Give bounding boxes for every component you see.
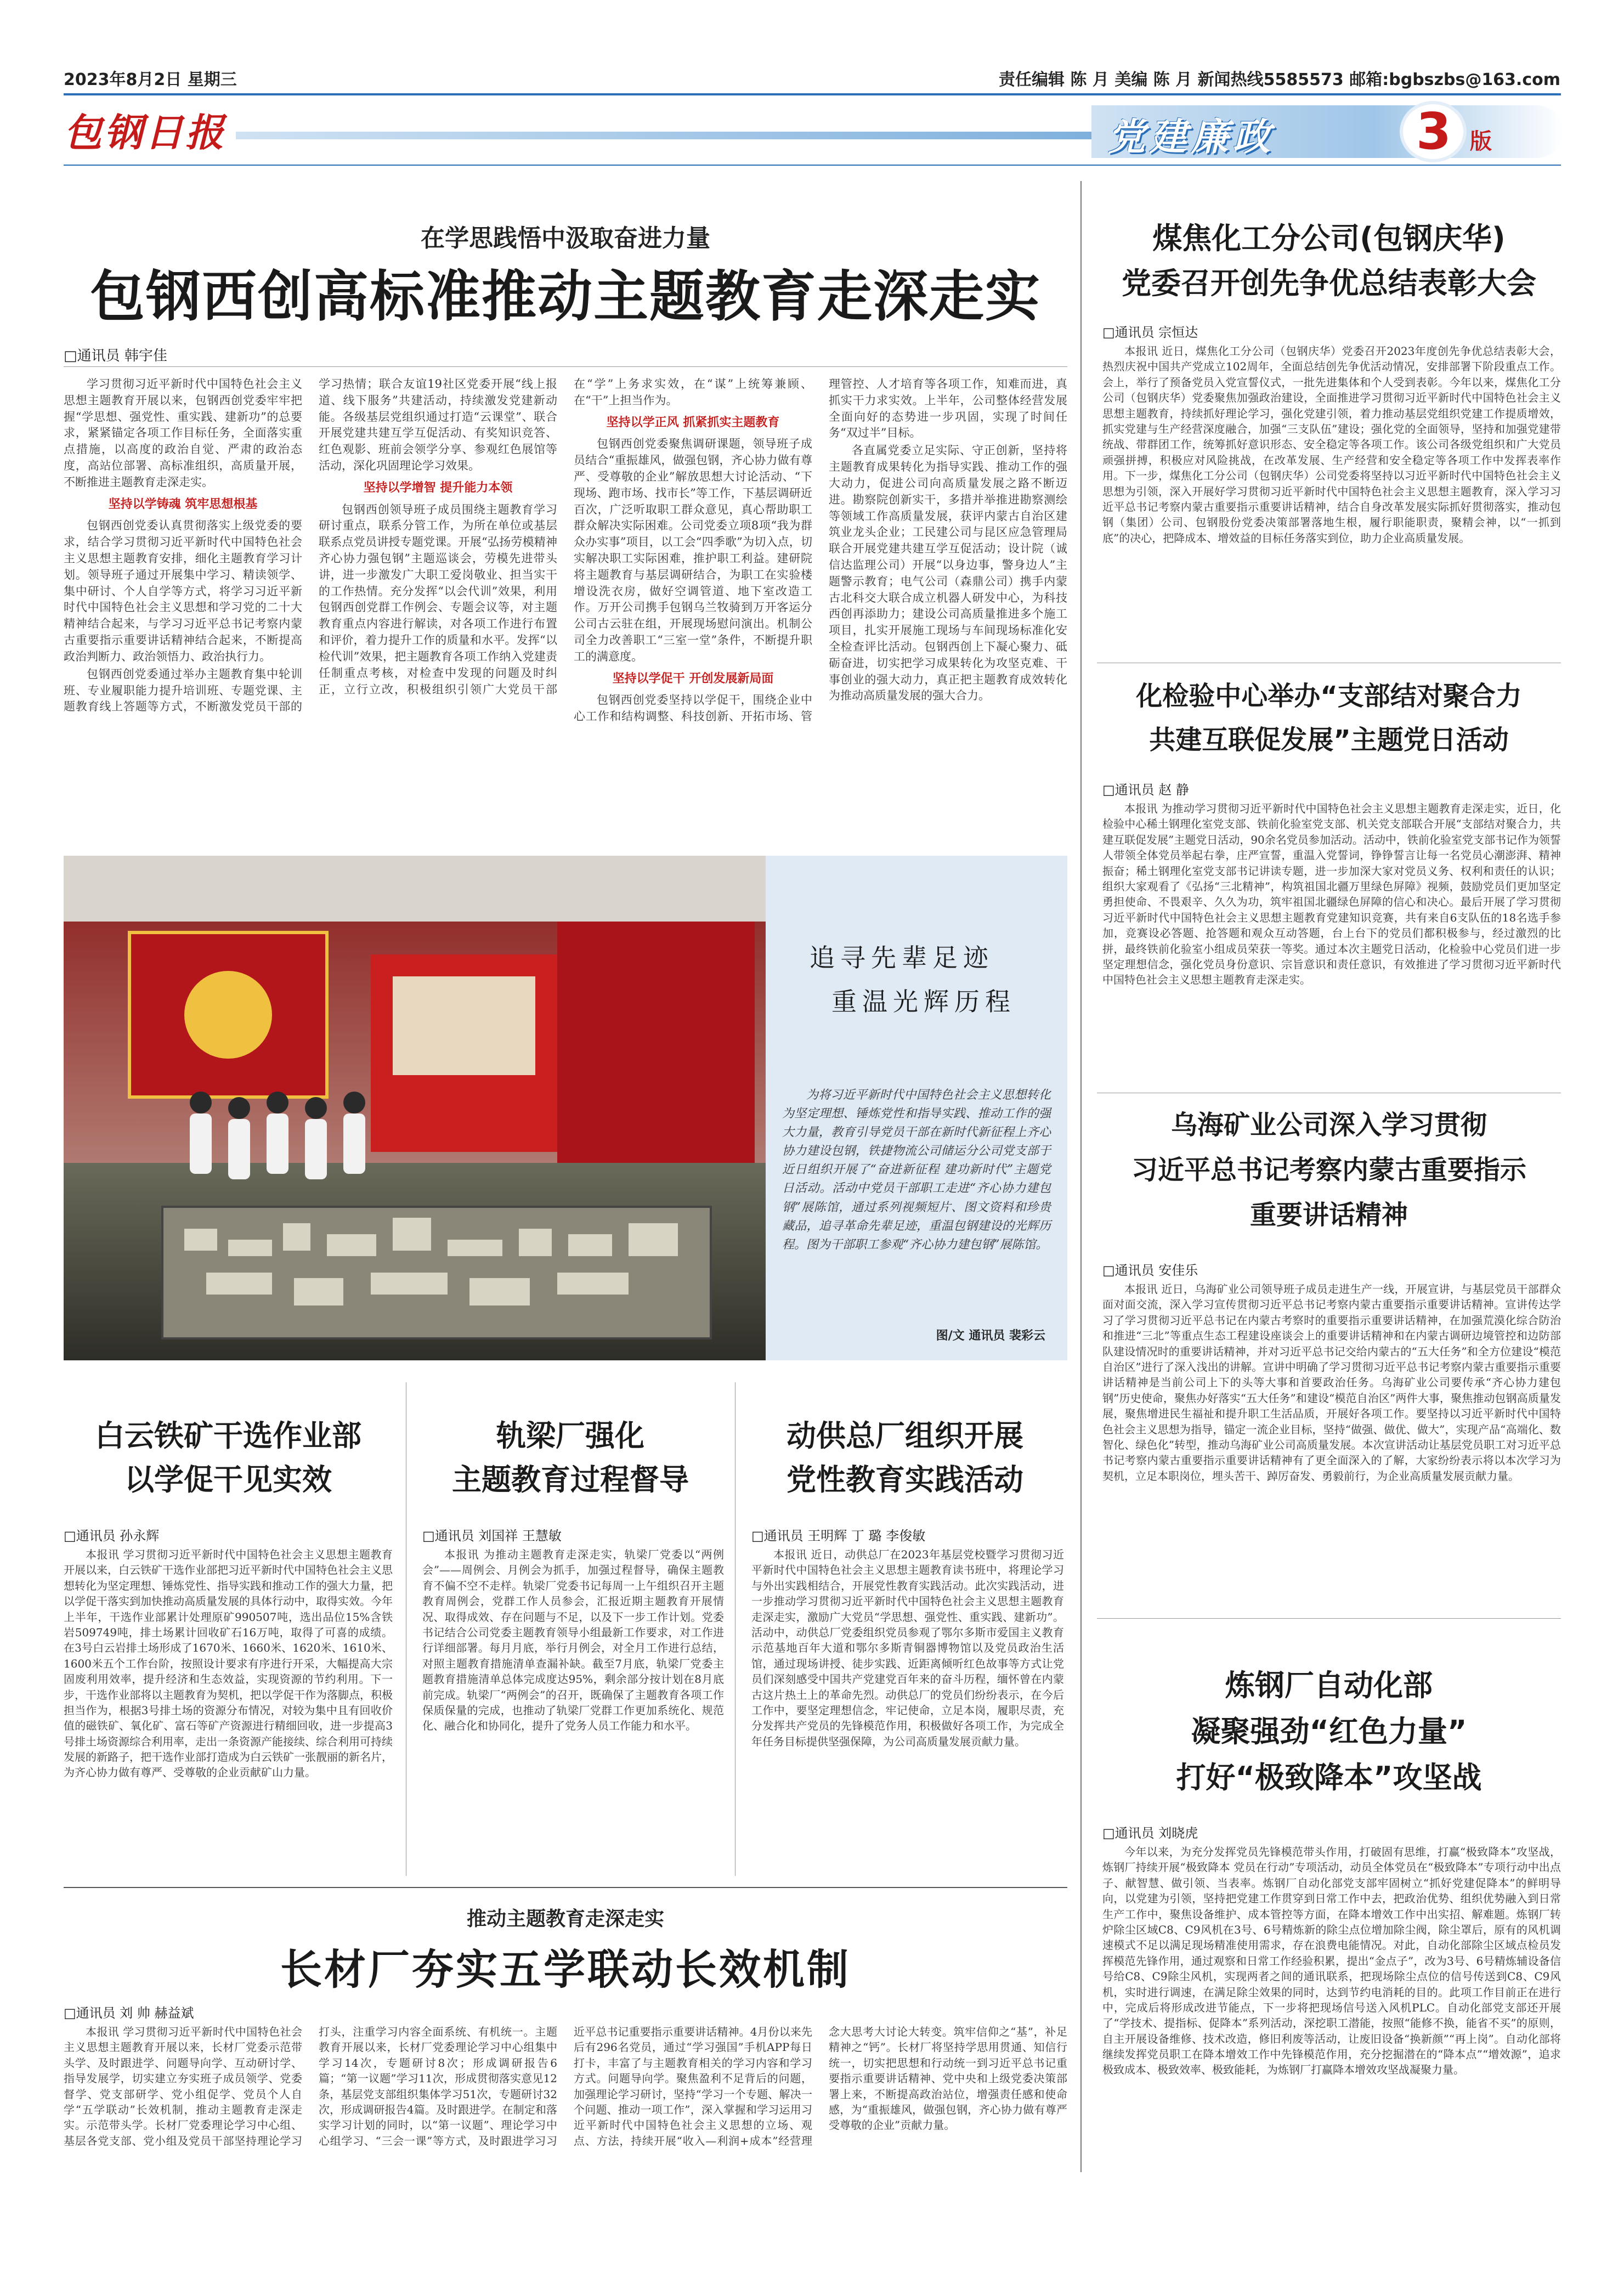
main-p1: 学习贯彻习近平新时代中国特色社会主义思想主题教育开展以来，包钢西创党委牢牢把握“学思想、强党性、重实践、建新功”的总要求，紧紧锚定各项工作目标任务，全面落实重点措施，以高度的政治自觉、严肃的政治态度，高站位部署、高标准组织，高质量开展，不断推进主题教育走深走实。: [64, 377, 302, 489]
a3-title-2: 习近平总书记考察内蒙古重要指示: [1131, 1155, 1526, 1185]
b4-text: 本报讯 学习贯彻习近平新时代中国特色社会主义思想主题教育开展以来，长材厂党委示范带头学、及时跟进学、问题导向学、互动研讨学、指导发展学，切实建立夯实班子成员领学、党委督学、党支部研学、党小组促学、党员个人自学“五学联动”长效机制，推动主题教育走深走实。示范带头学。长材厂党委理论学习中心组、基层各党支部、党小组及党员干部坚持理论学习打头，注重学习内容全面系统、有机统一。主题教育开展以来，长材厂党委理论学习中心组集中学习14次，专题研讨8次；形成调研报告6篇；“第一议题”学习11次，形成贯彻落实意见12条，基层党支部组织集体学习51次，专题研讨32次，形成调研报告4篇。及时跟进学。在制定和落实学习计划的同时，以“第一议题”、理论学习中心组学习、“三会一课”等方式，及时跟进学习习近平总书记重要指示重要讲话精神。4月份以来先后有296名党员，通过“学习强国”手机APP每日打卡，丰富了与主题教育相关的学习内容和学习方式。问题导向学。聚焦盈利不足背后的问题，加强理论学习研讨，坚持“学习一个专题、解决一个问题、推动一项工作”，深入掌握和学习运用习近平新时代中国特色社会主义思想的立场、观点、方法，持续开展“收入—利润+成本”经营理念大思考大讨论大转变。筑牢信仰之“基”，补足精神之“钙”。长材厂将坚持学思用贯通、知信行统一，切实把思想和行动统一到习近平总书记重要指示重要讲话精神、党中央和上级党委决策部署上来，不断提高政治站位，增强责任感和使命感，为“重振雄风，做强包钢，齐心协力做有尊严受尊敬的企业”贡献力量。: [64, 2025, 1067, 2147]
a1-text: 本报讯 近日，煤焦化工分公司（包钢庆华）党委召开2023年度创先争优总结表彰大会，热烈庆祝中国共产党成立102周年，全面总结创先争优活动情况，安排部署下阶段重点工作。会上，举行了预备党员入党宣誓仪式，一批先进集体和个人受到表彰。今年以来，煤焦化工分公司（包钢庆华）党委聚焦加强政治建设，全面推进学习贯彻习近平新时代中国特色社会主义思想主题教育，持续抓好理论学习，强化党建引领，着力推动基层党组织党建工作提质增效，抓实党建与生产经营深度融合，加强“三支队伍”建设；强化党的全面领导，坚持和加强党建带统战、带群团工作，统筹抓好意识形态、安全稳定等各项工作。该公司各级党组织和广大党员顽强拼搏，积极应对风险挑战，在改革发展、生产经营和安全稳定等各项工作中发挥表率作用。下一步，煤焦化工分公司（包钢庆华）公司党委将坚持以习近平新时代中国特色社会主义思想为引领，深入开展好学习贯彻习近平新时代中国特色社会主义思想主题教育，深入学习习近平总书记考察内蒙古重要指示重要讲话精神，结合自身改革发展实际抓好贯彻落实，推动包钢（集团）公司、包钢股份党委决策部署落地生根，履行职能职责，聚精会神，以“一抓到底”的决心，把降成本、增效益的目标任务落实到位，助力企业高质量发展。: [1102, 344, 1561, 545]
b3-title-1: 动供总厂组织开展: [786, 1418, 1023, 1453]
b3-body: [751, 1547, 1064, 1876]
main-sub4: 坚持以学促干 开创发展新局面: [612, 671, 774, 686]
a1-body: [1102, 343, 1561, 656]
photo-feature: [64, 856, 1067, 1360]
main-body: [64, 376, 1067, 793]
b1-body: [64, 1547, 393, 1876]
a3-title-3: 重要讲话精神: [1249, 1200, 1408, 1230]
main-p2: 包钢西创党委认真贯彻落实上级党委的要求，结合学习贯彻习近平新时代中国特色社会主义思想主题教育安排，细化主题教育学习计划。领导班子通过开展集中学习、精读领学、集中研讨、个人自学等方式，将学习习近平新时代中国特色社会主义思想和学习党的二十大精神结合起来，与学习习近平总书记考察内蒙古重要指示重要讲话精神结合起来，不断提高政治判断力、政治领悟力、政治执行力。: [64, 519, 302, 663]
a3-title-1: 乌海矿业公司深入学习贯彻: [1170, 1110, 1487, 1140]
b1-byline: □通讯员 孙永辉: [64, 1528, 160, 1544]
b3-text: 本报讯 近日，动供总厂在2023年基层党校暨学习贯彻习近平新时代中国特色社会主义思想主题教育读书班中，将理论学习与外出实践相结合，开展党性教育实践活动。此次实践活动，进一步推动学习贯彻习近平新时代中国特色社会主义思想主题教育走深走实，激励广大党员“学思想、强党性、重实践、建新功”。活动中，动供总厂党委组织党员参观了鄂尔多斯市爱国主义教育示范基地百年大道和鄂尔多斯青铜器博物馆以及党员政治生活馆，通过现场讲授、徒步实践、近距离倾听红色故事等方式让党员们深刻感受中国共产党建党百年来的奋斗历程，缅怀曾在内蒙古这片热土上的革命先烈。动供总厂的党员们纷纷表示，在今后工作中，要坚定理想信念，牢记使命，立足本岗，履职尽责，充分发挥共产党员的先锋模范作用，积极做好各项工作，为完成全年任务目标提供坚强保障，为公司高质量发展贡献力量。: [751, 1548, 1064, 1748]
a2-body: [1102, 801, 1561, 1086]
b1-text: 本报讯 学习贯彻习近平新时代中国特色社会主义思想主题教育开展以来，白云铁矿干选作业部把习近平新时代中国特色社会主义思想转化为坚定理想、锤炼党性、指导实践和推动工作的强大力量，把以学促干落实到加快推动高质量发展的具体行动中，取得实效。今年上半年，干选作业部累计处理原矿990507吨，选出品位15%含铁岩509749吨，排土场累计回收矿石16万吨，取得了可喜的成绩。在3号白云岩排土场形成了1670米、1660米、1620米、1610米、1600米五个工作台阶，按照设计要求有序进行开采，大幅提高大宗固废利用效率，提升经济和生态效益，实现资源的节约利用。下一步，干选作业部将以主题教育为契机，把以学促干作为落脚点，积极担当作为，根据3号排土场的资源分布情况，对较为集中且有回收价值的磁铁矿、氧化矿、富石等矿产资源进行精细回收，进一步提高3号排土场资源综合利用率，走出一条资源产能接续、综合利用可持续发展的新路子，把干选作业部打造成为白云铁矿一张靓丽的新名片，为齐心协力做有尊严、受尊敬的企业贡献矿山力量。: [64, 1548, 393, 1779]
a1-byline: □通讯员 宗恒达: [1102, 325, 1198, 340]
a4-title-1: 炼钢厂自动化部: [1225, 1668, 1433, 1703]
main-p6: 包钢西创党委坚持以学促干，围绕企业中心工作和结构调整、科技创新、开拓市场、管理管控、人才培育等各项工作，知难而进，真抓实干力求实效。上半年，公司整体经营发展全面向好的态势进一步巩固，实现了时间任务“双过半”目标。: [574, 377, 1067, 724]
b1-title-1: 白云铁矿干选作业部: [95, 1418, 361, 1453]
photo-slogan-2: 重温光辉历程: [831, 987, 1016, 1016]
main-byline-rule: [64, 366, 1067, 367]
a1-title-2: 党委召开创先争优总结表彰大会: [1122, 266, 1536, 301]
b4-byline: □通讯员 刘 帅 赫益斌: [64, 2005, 194, 2021]
main-kicker: 在学思践悟中汲取奋进力量: [421, 224, 710, 252]
a3-text: 本报讯 近日，乌海矿业公司领导班子成员走进生产一线，开展宣讲，与基层党员干部群众面对面交流，深入学习宣传贯彻习近平总书记考察内蒙古重要指示重要讲话精神。宣讲传达学习了学习贯彻习近平总书记在内蒙古考察时的重要指示重要讲话精神，在加强荒漠化综合防治和推进“三北”等重点生态工程建设座谈会上的重要讲话精神和在内蒙古调研边境管控和边防部队建设情况时的重要讲话精神，并对习近平总书记交给内蒙古的“五大任务”和全方位建设“模范自治区”进行了深入浅出的讲解。宣讲中明确了学习贯彻习近平总书记考察内蒙古重要指示重要讲话精神是当前公司上下的头等大事和首要政治任务。乌海矿业公司要传承“齐心协力建包钢”历史使命，聚焦办好落实“五大任务”和建设“模范自治区”两件大事，聚焦推动包钢高质量发展，聚焦增进民生福祉和提升职工生活品质，开展好各项工作。要坚持以习近平新时代中国特色社会主义思想为指导，锚定一流企业目标，坚持“做强、做优、做大”，实现产品“高端化、数智化、绿色化”转型，推动乌海矿业公司高质量发展。本次宣讲活动让基层党员职工对习近平总书记考察内蒙古重要指示重要讲话精神有了更全面深入的了解，大家纷纷表示将以本次学习为契机，立足本职岗位，埋头苦干、踔厉奋发、勇毅前行，为企业高质量发展贡献力量。: [1102, 1282, 1561, 1483]
b2-text: 本报讯 为推动主题教育走深走实，轨梁厂党委以“两例会”——周例会、月例会为抓手，加强过程督导，确保主题教育不偏不空不走样。轨梁厂党委书记每周一上午组织召开主题教育周例会，党群工作人员参会，汇报近期主题教育开展情况、取得成效、存在问题与不足，以及下一步工作计划。党委书记结合公司党委主题教育领导小组最新工作要求，对工作进行详细部署。每月月底，举行月例会，对全月工作进行总结，对照主题教育措施清单查漏补缺。截至7月底，轨梁厂党委主题教育措施清单总体完成度达95%，剩余部分按计划在8月底前完成。轨梁厂“两例会”的召开，既确保了主题教育各项工作保质保量的完成，也推动了轨梁厂党群工作更加系统化、规范化、融合化和协同化，提升了党务人员工作能力和水平。: [422, 1548, 724, 1733]
header-date: 2023年8月2日 星期三: [64, 70, 237, 89]
photo-credit: 图/文 通讯员 裴彩云: [936, 1329, 1045, 1343]
main-p5: 包钢西创党委聚焦调研课题，领导班子成员结合“重振雄风，做强包钢，齐心协力做有尊严、受尊敬的企业”解放思想大讨论活动、“下现场、跑市场、找市长”等工作，下基层调研近百次，广泛听取职工群众意见，真心帮助职工群众解决实际困难。公司党委立项8项“我为群众办实事”项目，以工会“四季歌”为切入点，切实解决职工实际困难，推护职工利益。建研院将主题教育与基层调研结合，为职工在实验楼增设洗衣房，做好空调管道、地下室改造工作。万开公司携手包钢乌兰牧骑到万开客运分公司古云驻在组，开展现场慰问演出。机制公司全力改善职工“三室一堂”条件，不断提升职工的满意度。: [574, 437, 812, 663]
main-p7: 各直属党委立足实际、守正创新，坚持将主题教育成果转化为指导实践、推动工作的强大动力，促进公司向高质量发展之路不断迈进。勘察院创新实干，多措并举推进勘察测绘等领域工作高质量发展，获评内蒙古自治区建筑业龙头企业；工民建公司与昆区应急管理局联合开展党建共建互学互促活动；设计院（诚信达监理公司）开展“以身边事，警身边人”主题警示教育；电气公司（森鼎公司）携手内蒙古北科交大联合成立机器人研发中心，为科技西创再添助力；建设公司高质量推进多个施工项目，扎实开展施工现场与车间现场标准化安全检查评比活动。包钢西创上下凝心聚力、砥砺奋进，切实把学习成果转化为攻坚克难、干事创业的强大动力，真正把主题教育成效转化为推动高质量发展的强大合力。: [829, 444, 1067, 703]
b2-title-2: 主题教育过程督导: [452, 1462, 689, 1497]
main-sub3: 坚持以学正风 抓紧抓实主题教育: [606, 415, 780, 429]
a1-title-1: 煤焦化工分公司(包钢庆华): [1152, 221, 1506, 256]
b4-kicker: 推动主题教育走深走实: [466, 1908, 664, 1930]
a4-text: 今年以来，为充分发挥党员先锋模范带头作用，打破固有思维，打赢“极致降本”攻坚战，炼钢厂持续开展“极致降本 党员在行动”专项活动，动员全体党员在“极致降本”专项行动中出点子、献智慧、做引领、当表率。炼钢厂自动化部党支部牢固树立“抓好党建促降本”的鲜明导向，以党建为引领，坚持把党建工作贯穿到日常工作中去，把政治优势、组织优势融入到日常生产工作中，聚焦设备维护、成本管控等方面，在降本增效工作中出实招、解难题。炼钢厂转炉除尘区域C8、C9风机在3号、6号精炼新的除尘点位增加除尘阀，除尘罩后，原有的风机调速模式不足以满足现场精准使用需求，存在浪费电能情况。对此，自动化部除尘区域点检员发挥模范先锋作用，通过观察和日常工作经验积累，提出“金点子”，改为3号、6号精炼辅设备信号给C8、C9除尘风机，实现两者之间的通讯联系，把现场除尘点位的信号传送到C8、C9风机，实时进行调速，在满足除尘效果的同时，达到节约电消耗的目的。此项工作目前正在进行中，完成后将形成改进节能点，下一步将把现场信号送入风机PLC。自动化部党支部还开展了“学技术、提指标、促降本”系列活动，深挖职工潜能，按照“能修不换，能省不买”的原则，自主开展设备维修、技术改造，修旧利废等活动，让废旧设备“换新颜”“再上岗”。自动化部将继续发挥党员职工在降本增效工作中先锋模范作用，充分挖掘潜在的“降本点”“增效源”，追求极致成本、极致效率、极致能耗，为炼钢厂打赢降本增效攻坚战凝聚力量。: [1102, 1845, 1561, 2077]
a4-body: [1102, 1844, 1561, 2195]
page-unit: 版: [1470, 129, 1492, 154]
a2-byline: □通讯员 赵 静: [1102, 782, 1189, 798]
section-title: 党建廉政: [1108, 116, 1275, 159]
main-title: 包钢西创高标准推动主题教育走深走实: [90, 264, 1041, 329]
photo-slogan-1: 追寻先辈足迹: [810, 943, 994, 973]
a4-title-3: 打好“极致降本”攻坚战: [1176, 1760, 1482, 1795]
b4-body: [64, 2024, 1067, 2189]
a3-byline: □通讯员 安佳乐: [1102, 1263, 1198, 1278]
masthead-title: 包钢日报: [64, 109, 226, 155]
a2-title-2: 共建互联促发展”主题党日活动: [1149, 725, 1509, 755]
main-sub1: 坚持以学铸魂 筑牢思想根基: [108, 497, 258, 511]
main-p3: 包钢西创党委通过举办主题教育集中轮训班、专业履职能力提升培训班、专题党课、主题教育线上答题等方式，不断激发党员干部的学习热情；联合友谊19社区党委开展“线上报道、线下服务”共建活动，持续激发党建新动能。各级基层党组织通过打造“云课堂”、联合开展党建共建互学互促活动、有奖知识竞答、红色观影、班前会领学分享、参观红色展馆等活动，深化巩固理论学习效果。: [64, 377, 557, 714]
masthead-logo: [64, 104, 226, 155]
a2-text: 本报讯 为推动学习贯彻习近平新时代中国特色社会主义思想主题教育走深走实，近日，化检验中心稀土钢理化室党支部、铁前化验室党支部、机关党支部联合开展“支部结对聚合力，共建互联促发展”主题党日活动，90余名党员参加活动。活动中，铁前化验室党支部书记作为领誓人带领全体党员举起右拳，庄严宣誓，重温入党誓词，铮铮誓言让每一名党员心潮澎湃、精神振奋；稀土钢理化室党支部书记讲读专题，进一步加深大家对党员义务、权利和责任的认识；组织大家观看了《弘扬“三北精神”，构筑祖国北疆万里绿色屏障》视频，鼓励党员们更加坚定勇担使命、不畏艰辛、久久为功，筑牢祖国北疆绿色屏障的信心和决心。最后开展了学习贯彻习近平新时代中国特色社会主义思想主题教育党建知识竞赛，共有来自6支队伍的18名选手参加，竞赛设必答题、抢答题和观众互动答题，台上台下的党员们都积极参与，经过激烈的比拼，最终铁前化验室小组成员荣获一等奖。通过本次主题党日活动，化检验中心党员们进一步坚定理想信念，强化党员身份意识、宗旨意识和责任意识，有效推进了学习贯彻习近平新时代中国特色社会主义思想主题教育走深走实。: [1102, 802, 1561, 987]
b2-title-1: 轨梁厂强化: [496, 1418, 644, 1453]
main-p4: 包钢西创领导班子成员围绕主题教育学习研讨重点，联系分管工作，为所在单位或基层联系点党员讲授专题党课。开展“弘扬劳模精神 齐心协力强包钢”主题巡谈会，劳模先进带头讲，进一步激发广大职工爱岗敬业、担当实干的工作热情。充分发挥“以会代训”效果，利用包钢西创党群工作例会、专题会议等，对主题教育重点内容进行解读，对各项工作进行布置和评价，着力提升工作的质量和水平。发挥“以检代训”效果，把主题教育各项工作纳入党建责任制重点考核，对检查中发现的问题及时纠正，立行立改，积极组织引领广大党员干部在“学”上务求实效，在“谋”上统筹兼顾、在“干”上担当作为。: [319, 377, 812, 696]
b1-title-2: 以学促干见实效: [125, 1462, 332, 1497]
header-band: [236, 132, 1091, 139]
header-top-rule: [64, 93, 1561, 95]
exhibition-photo: [64, 856, 766, 1360]
page-number: 3: [1416, 102, 1452, 161]
a4-title-2: 凝聚强劲“红色力量”: [1191, 1714, 1467, 1749]
main-sub2: 坚持以学增智 提升能力本领: [363, 481, 513, 495]
photo-caption: 为将习近平新时代中国特色社会主义思想转化为坚定理想、锤炼党性和指导实践、推动工作的强大力量，教育引导党员干部在新时代新征程上齐心协力建设包钢，铁捷物流公司储运分公司党支部于近日组织开展了“奋进新征程 建功新时代”主题党日活动。活动中党员干部职工走进“齐心协力建包钢”展陈馆，通过系列视频短片、图文资料和珍贵藏品，追寻革命先辈足迹，重温包钢建设的光辉历程。图为干部职工参观“齐心协力建包钢”展陈馆。: [782, 1088, 1051, 1252]
a4-byline: □通讯员 刘晓虎: [1102, 1825, 1198, 1841]
main-byline: □通讯员 韩宇佳: [64, 348, 167, 364]
b3-title-2: 党性教育实践活动: [786, 1462, 1023, 1497]
b3-byline: □通讯员 王明辉 丁 璐 李俊敏: [751, 1528, 926, 1544]
a3-a4-rule: [1097, 1618, 1561, 1619]
a2-title-1: 化检验中心举办“支部结对聚合力: [1136, 681, 1522, 711]
b2-body: [422, 1547, 724, 1876]
divider-main-right: [1080, 181, 1082, 2172]
b2-byline: □通讯员 刘国祥 王慧敏: [422, 1528, 562, 1544]
a3-body: [1102, 1281, 1561, 1610]
header-editors: 责任编辑 陈 月 美编 陈 月 新闻热线5585573 邮箱:bgbszbs@163.com: [999, 70, 1560, 89]
b4-top-rule: [64, 1887, 1067, 1888]
b4-title: 长材厂夯实五学联动长效机制: [280, 1945, 851, 1994]
header-bottom-rule: [64, 165, 1561, 166]
